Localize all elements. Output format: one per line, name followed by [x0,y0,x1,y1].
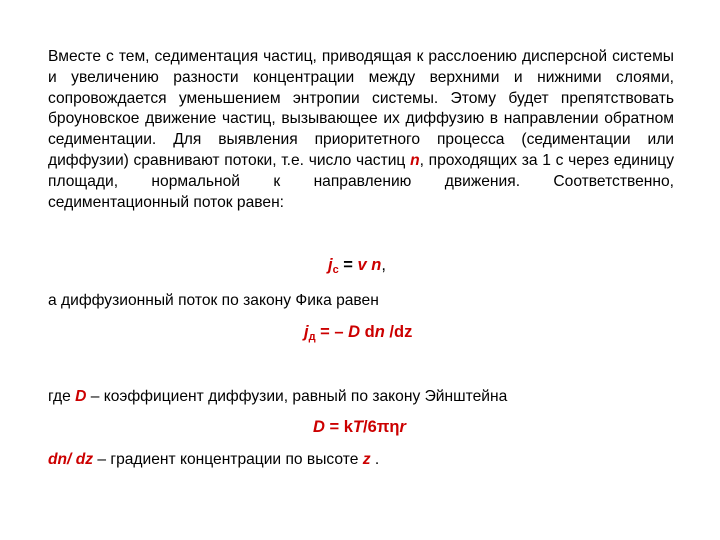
diffusion-flux-formula [304,323,412,343]
sedimentation-flux-formula [328,256,386,276]
body-paragraph [48,47,674,213]
where-prefix: где [48,388,76,405]
gradient-end: . [370,451,380,468]
formula2-j: j [304,323,309,341]
gradient-variable: dn/ dz [48,451,94,468]
where-D: D [75,388,87,405]
gradient-z: z [362,451,371,468]
formula3-eq: = k [324,418,353,436]
formula2-d: d [360,323,375,341]
formula2-sub: д [308,331,316,343]
formula1-n: n [366,256,382,274]
body-text: Вместе с тем, седиментация частиц, приводящая к расслоению дисперсной системы и увеличению разности концентрации между верхними и нижними слоями, сопровождается уменьшением энтропии системы. Этому будет препятствовать броуновское движение частиц, вызывающее их диффузию в направлении обратном седиментации. Для выявления приоритетного процесса (седиментации или диффузии) сравнивают потоки, т.е. число частиц [48,48,674,169]
formula1-j: j [328,256,333,274]
body-text-after: , проходящих за 1 с через единицу площади, нормальной к направлению движения. Соответственно, седиментационный поток равен: [48,151,674,211]
formula3-r: r [399,418,406,436]
diffusion-coefficient-line [48,388,507,406]
formula1-sub: с [332,264,339,276]
formula1-comma: , [381,256,386,274]
formula3-denominator: /6πη [363,418,400,436]
where-text: – коэффициент диффузии, равный по закону Эйнштейна [86,388,508,405]
body-variable-n: n [410,151,420,169]
formula2-eq: = – [315,323,349,341]
formula1-eq: = [338,256,358,274]
formula1-v: v [357,256,367,274]
einstein-formula [313,418,406,437]
formula2-n: n [374,323,385,341]
gradient-line [48,451,379,469]
fick-line: а диффузионный поток по закону Фика равен [48,292,379,309]
formula3-D: D [313,418,325,436]
formula2-dz: /dz [384,323,413,341]
formula2-D: D [348,323,361,341]
gradient-text: – градиент концентрации по высоте [93,451,363,468]
formula3-T: T [352,418,363,436]
